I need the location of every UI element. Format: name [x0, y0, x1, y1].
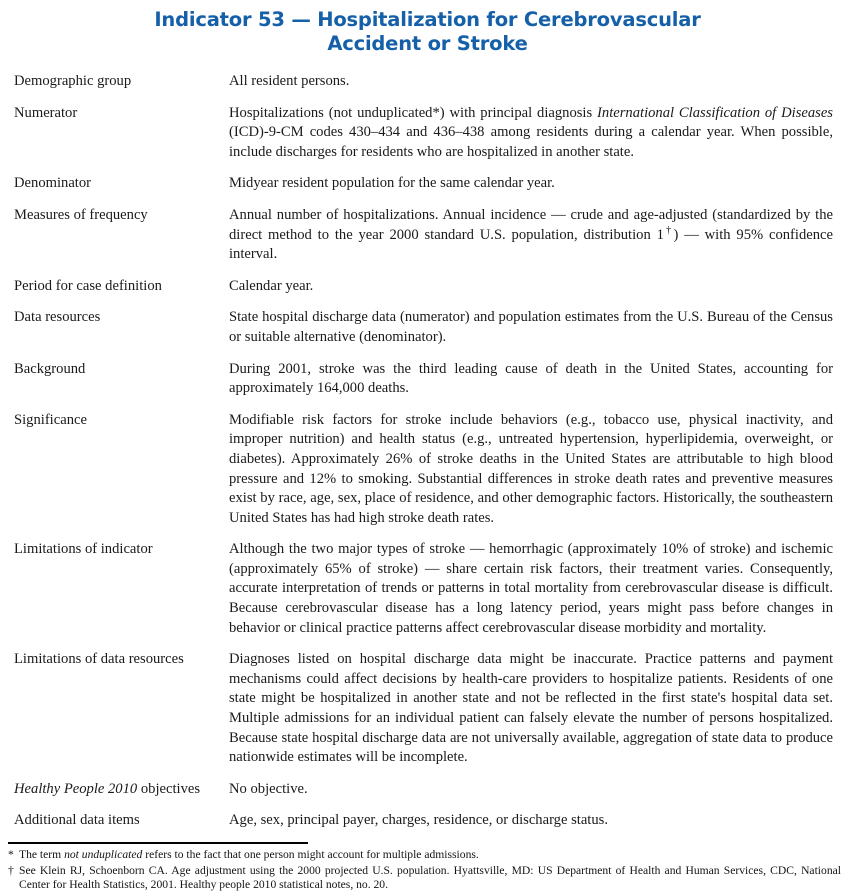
row-value: Age, sex, principal payer, charges, residence, or discharge status. — [229, 812, 608, 829]
footnote-marker-asterisk: * — [8, 848, 14, 861]
row-label: Numerator — [14, 104, 78, 121]
row-value-post: ) — with 95% confidence interval. — [229, 226, 833, 263]
table-row — [14, 104, 837, 163]
table-row — [14, 540, 837, 638]
table-row — [14, 174, 837, 194]
page-title-line-1: Indicator 53 — Hospitalization for Cerebrovascular — [154, 8, 701, 31]
footnote-ref-dagger: † — [663, 224, 674, 236]
footnote-item — [8, 848, 841, 863]
table-row — [14, 206, 837, 265]
footnote-marker-dagger: † — [8, 863, 14, 877]
page-title-line-2: Accident or Stroke — [327, 32, 528, 55]
footnote-item — [8, 864, 841, 893]
page-title — [0, 0, 855, 56]
row-value: All resident persons. — [229, 73, 350, 89]
row-label: Background — [14, 360, 86, 377]
row-label — [14, 780, 229, 800]
row-value: State hospital discharge data (numerator) and population estimates from the U.S. Bureau of the Census or suitable alternative (denominator). — [229, 309, 833, 345]
row-value — [229, 104, 837, 163]
table-row — [14, 308, 837, 347]
table-row — [14, 411, 837, 529]
row-label: Demographic group — [14, 73, 132, 89]
row-label: Significance — [14, 411, 87, 428]
row-value-post: (ICD)-9-CM codes 430–434 and 436–438 among residents during a calendar year. When possible, include discharges for residents who are hospitalized in another state. — [229, 124, 833, 160]
row-label: Denominator — [14, 175, 92, 192]
row-label: Data resources — [14, 309, 101, 326]
footnote-text — [19, 848, 841, 863]
footnotes-block — [0, 848, 855, 893]
row-value: Diagnoses listed on hospital discharge data might be inaccurate. Practice patterns and payment mechanisms could affect decisions by health-care providers to hospitalize patients. Residents of one state might be hospitalized in another state and not be reflected in the first state's hospital data set. Multiple admissions for an individual patient can falsely elevate the number of persons hospitalized. Because state hospital discharge data are not universally available, aggregation of state data to produce nationwide estimates will be incomplete. — [229, 651, 833, 766]
row-value: During 2001, stroke was the third leading cause of death in the United States, accounting for approximately 164,000 deaths. — [229, 360, 833, 397]
row-value: Calendar year. — [229, 277, 314, 294]
footnote-divider — [8, 842, 308, 844]
footnote-text: See Klein RJ, Schoenborn CA. Age adjustment using the 2000 projected U.S. population. Hyattsville, MD: US Department of Health and Human Services, CDC, National Center for Health Statistics, 2001. Healthy people 2010 statistical notes, no. 20. — [19, 863, 841, 892]
footnote-text-pre: The term — [19, 848, 65, 861]
row-value: Modifiable risk factors for stroke include behaviors (e.g., tobacco use, physical inactivity, and improper nutrition) and health status (e.g., untreated hypertension, hyperlipidemia, overweight, or diabetes). Approximately 26% of stroke deaths in the United States are attributable to high blood pressure and 12% to smoking. Substantial differences in stroke death rates and preventive measures exist by race, age, sex, place of residence, and other demographic factors. Historically, the southeastern United States has had high stroke death rates. — [229, 411, 833, 526]
table-row — [14, 780, 837, 800]
table-row — [14, 277, 837, 297]
row-label: Limitations of indicator — [14, 541, 153, 558]
row-value-pre: Hospitalizations (not unduplicated*) with principal diagnosis — [229, 104, 598, 121]
row-value: Although the two major types of stroke — hemorrhagic (approximately 10% of stroke) and ischemic (approximately 65% of stroke) — share certain risk factors, their treatment varies. Consequently, accurate interpretation of trends or patterns in total mortality from cerebrovascular disease is difficult. Because cerebrovascular disease has a long latency period, years might pass before changes in behavior or clinical practice patterns affect cerebrovascular disease morbidity and mortality. — [229, 541, 833, 636]
row-value-italic: International Classification of Diseases — [597, 104, 833, 121]
row-label: Additional data items — [14, 812, 140, 829]
table-row — [14, 811, 837, 831]
definition-table — [0, 72, 855, 831]
row-value: Midyear resident population for the same calendar year. — [229, 175, 555, 192]
row-label-post: objectives — [137, 780, 201, 797]
row-label: Period for case definition — [14, 277, 162, 294]
table-row — [14, 360, 837, 399]
row-label: Measures of frequency — [14, 206, 148, 223]
row-label-italic: Healthy People 2010 — [14, 780, 138, 797]
table-row — [14, 650, 837, 768]
table-row — [14, 72, 837, 92]
footnote-text-italic: not unduplicated — [64, 848, 143, 861]
row-value: No objective. — [229, 780, 308, 797]
row-value — [229, 206, 837, 265]
row-value-pre: Annual number of hospitalizations. Annual incidence — crude and age-adjusted (standardized by the direct method to the year 2000 standard U.S. population, distribution 1 — [229, 206, 833, 243]
row-label: Limitations of data resources — [14, 651, 184, 668]
footnote-text-post: refers to the fact that one person might account for multiple admissions. — [142, 848, 479, 861]
